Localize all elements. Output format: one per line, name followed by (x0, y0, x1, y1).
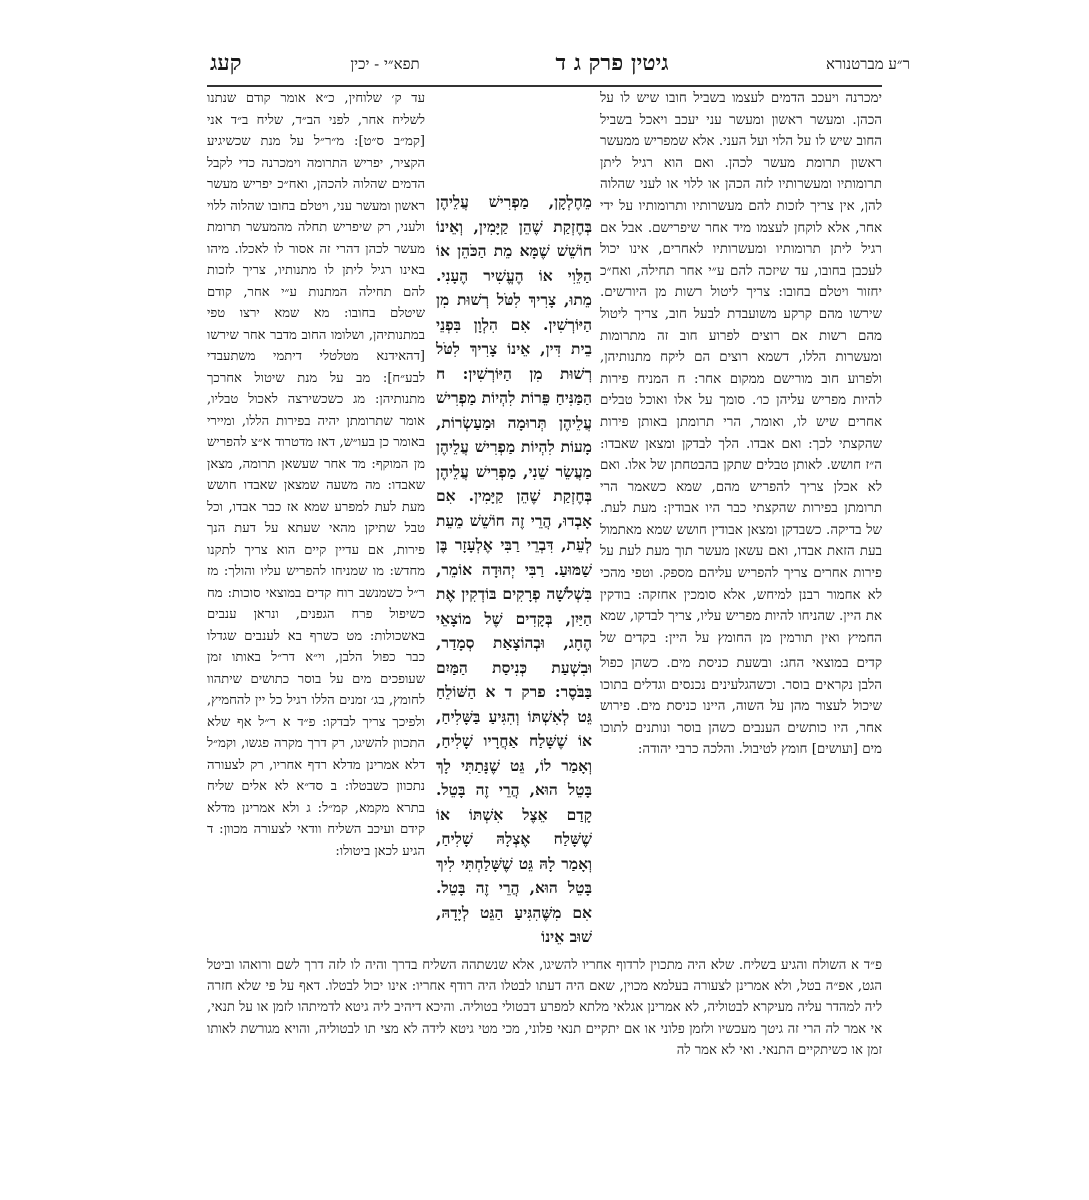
tiferet-yisrael-text: עד ק׳ שלוחין, כ״א אומר קודם שנתנו לשליח אחר, לפני הב״ד, שליח ב״ד אני [קמ״ב ס״ט]: מ״ר״ל על מנת שכשיגיע הקציר, יפריש התרומה וימכרנה כדי לקבל הדמים שהלוה להכהן, ואח״כ יפריש מעשר ראשון ומעשר עני, ויטלם בחובו שהלוה ללוי ולעני, רק שיפריש תחלה מהמעשר תרומת מעשר לכהן דהרי זה אסור לו לאכלו. מיהו באינו רגיל ליתן לו מתנותיו, צריך לזכות להם תחילה המתנות ע״י אחר, קודם שיטלם בחובו: מא שמא ירצו טפי במתנותיהן, ושלומו החוב מדבר אחר שירשו [דהאידנא מטלטלי דיתמי משתעבדי לבע״ח]: מב על מנת שיטול אחרכך מתנותיהן: מג כשכשירצה לאכול טבליו, אומר שתרומתן יהיה בפירות הללו, ומיירי באומר כן בעו״ש, דאז מדטרוד א״צ להפריש מן המוקף: מד אחר שעשאן תרומה, מצאן שאבדו: מה משעה שמצאן שאבדו חושש מעת לעת למפרע שמא אז כבר אבדו, וכל טבל שתיקן מהאי שעתא על דעת הנך פירות, אם עדיין קיים הוא צריך לתקנו מחדש: מו שמניחו להפריש עליו והולך: מז ר״ל כשמנשב רוח קדים במוצאי סוכות: מח כשיפול פרח הגפנים, ונראן ענבים באשכולות: מט כשרף בא לענבים שגדלו כבר כפול הלבן, וי״א דר״ל באותו זמן שעופכים מים על בוסר כתושים שיתהוו לחומץ, בג׳ זמנים הללו רגיל כל יין להחמיץ, ולפיכך צריך לבדקו: פ״ד א ר״ל אף שלא התכוון להשיגו, רק דרך מקרה פגשו, וקמ״ל דלא אמרינן מדלא רדף אחריו, רק לצעורה נתכוון כשבטלו: ב סד״א לא אלים שליח בתרא מקמא, קמ״ל: ג ולא אמרינן מדלא קידם ועיכב השליח וודאי לצעורה מכוון: ד הגיע לכאן ביטולו: (207, 91, 425, 859)
bartenura-continuation-text: קדים במוצאי החג: ובשעת כניסת מים. כשהן כפול הלבן נקראים בוסר. וכשהגלעינים נכנסים וגדלים בתוכו שיכול לעצור מהן על השוה, היינו כניסת מים. פירוש אחר, היו כותשים הענבים כשהן בוסר ונותנים לתוכו מים [ועושים] חומץ לטיבול. והלכה כרבי יהודה: (600, 656, 882, 758)
mishnah-text-column (436, 190, 592, 950)
header-divider (207, 85, 882, 87)
running-header-bartenura: ר״ע מברטנורא (826, 55, 910, 73)
bartenura-commentary-column (600, 88, 882, 653)
mishnah-text: מֵחֶלְקָן, מַפְרִישׁ עֲלֵיהֶן בְּחֶזְקַת שֶׁהֵן קַיָּמִין, וְאֵינוֹ חוֹשֵׁשׁ שֶׁמָּא מֵת הַכֹּהֵן אוֹ הַלֵּוִי אוֹ הֶעֱשִׁיר הֶעָנִי. מֵתוּ, צָרִיךְ לִטֹּל רְשׁוּת מִן הַיּוֹרְשִׁין. אִם הִלְוָן בִּפְנֵי בֵית דִּין, אֵינוֹ צָרִיךְ לִטֹּל רְשׁוּת מִן הַיּוֹרְשִׁין: ח הַמַּנִּיחַ פֵּרוֹת לִהְיוֹת מַפְרִישׁ עֲלֵיהֶן תְּרוּמָה וּמַעַשְׂרוֹת, מָעוֹת לִהְיוֹת מַפְרִישׁ עֲלֵיהֶן מַעֲשֵׂר שֵׁנִי, מַפְרִישׁ עֲלֵיהֶן בְּחֶזְקַת שֶׁהֵן קַיָּמִין. אִם אָבְדוּ, הֲרֵי זֶה חוֹשֵׁשׁ מֵעֵת לְעֵת, דִּבְרֵי רַבִּי אֶלְעָזָר בֶּן שַׁמּוּעַ. רַבִּי יְהוּדָה אוֹמֵר, בִּשְׁלֹשָׁה פְרָקִים בּוֹדְקִין אֶת הַיַּיִן, בְּקָדִים שֶׁל מוֹצָאֵי הֶחָג, וּבְהוֹצָאַת סְמָדַר, וּבִשְׁעַת כְּנִיסַת הַמַּיִם בַּבֹּסֶר: פרק ד א הַשּׁוֹלֵחַ גֵּט לְאִשְׁתּוֹ וְהִגִּיעַ בַּשָּׁלִיחַ, אוֹ שֶׁשָּׁלַח אַחֲרָיו שָׁלִיחַ, וְאָמַר לוֹ, גֵּט שֶׁנָּתַתִּי לָךְ בָּטֵל הוּא, הֲרֵי זֶה בָּטֵל. קָדַם אֵצֶל אִשְׁתּוֹ אוֹ שֶׁשָּׁלַח אֶצְלָהּ שָׁלִיחַ, וְאָמַר לָהּ גֵּט שֶׁשָּׁלַחְתִּי לִיךְ בָּטֵל הוּא, הֲרֵי זֶה בָּטֵל. אִם מִשֶּׁהִגִּיעַ הַגֵּט לְיָדָהּ, שׁוּב אֵינוֹ (436, 192, 592, 946)
bartenura-commentary-continuation (600, 653, 882, 953)
bartenura-bottom-text: פ״ד א השולח והגיע בשליח. שלא היה מתכוין לרדוף אחריו להשיגו, אלא שנשתהה השליח בדרך והיה לו לזה דרך לשם ורואהו וביטל הגט, אפ״ה בטל, ולא אמרינן לצעורה בעלמא מכוין, שאם היה דעתו לבטלו היה רודף אחריו: אינו יכול לבטלו. דאף על פי שלא חזרה ליה למהדר עליה מעיקרא לבטוליה, לא אמרינן אגלאי מלתא למפרע דבטולי בטוליה. והיכא דיהיב ליה גיטא לדמיתהו לזמן או על תנאי, אי אמר לה הרי זה גיטך מעכשיו ולזמן פלוני או אם יתקיים תנאי פלוני, מכי מטי גיטא לידה לא מצי תו לבטוליה, והויא מגורשת לאותו זמן או כשיתקיים התנאי. ואי לא אמר לה (207, 958, 882, 1058)
page-number: קעג (210, 50, 242, 76)
bartenura-bottom-block (207, 955, 882, 1120)
running-header-commentary: תפא״י - יכין (350, 55, 420, 73)
bartenura-commentary-text: ימכרנה ויעכב הדמים לעצמו בשביל חובו שיש לו על הכהן. ומעשר ראשון ומעשר עני יעכב ויאכל בשביל החוב שיש לו על הלוי ועל העני. אלא שמפריש ממעשר ראשון תרומת מעשר לכהן. ואם הוא רגיל ליתן תרומותיו ומעשרותיו לזה הכהן או ללוי או לעני שהלוה להן, אין צריך לזכות להם מעשרותיו ותרומותיו על ידי אחר, אלא לוקחן לעצמו מיד אחר שיפרישם. אבל אם רגיל ליתן תרומותיו ומעשרותיו לאחרים, אינו יכול לעכבן בחובו, עד שיזכה להם ע״י אחר תחילה, ואח״כ יחזור ויטלם בחובו: צריך ליטול רשות מן היורשים. שירשו מהם קרקע משועבדת לבעל חוב, צריך ליטול מהם רשות אם רוצים לפרוע חוב זה מתרומות ומעשרות הללו, דשמא רוצים הם ליקח מתנותיהן, ולפרוע חוב מורישם ממקום אחר: ח המניח פירות להיות מפריש עליהן כו׳. סומך על אלו ואוכל טבלים אחרים שיש לו, ואומר, הרי תרומתן באותן פירות שהקצתי לכך: ואם אבדו. הלך לבדקן ומצאן שאבדו: ה״ז חושש. לאותן טבלים שתקן בהבטחתן של אלו. ואם לא אכלן צריך להפריש מהם, שמא כשאמר הרי תרומתן בפירות שהקצתי כבר היו אבודין: מעת לעת. של בדיקה. כשבדקן ומצאן אבודין חושש שמא מאתמול בעת הזאת אבדו, ואם עשאן מעשר תוך מעת לעת על פירות אחרים צריך להפריש עליהם מספק. וטפי מהכי לא אחמור רבנן למיחש, אלא סומכין אחזקה: בודקין את היין. שהניחו להיות מפריש עליו, צריך לבדקו, שמא החמיץ ואין תורמין מן החומץ על היין: בקדים של (600, 91, 882, 646)
running-header-tractate: גיטין פרק ג ד (555, 50, 669, 76)
